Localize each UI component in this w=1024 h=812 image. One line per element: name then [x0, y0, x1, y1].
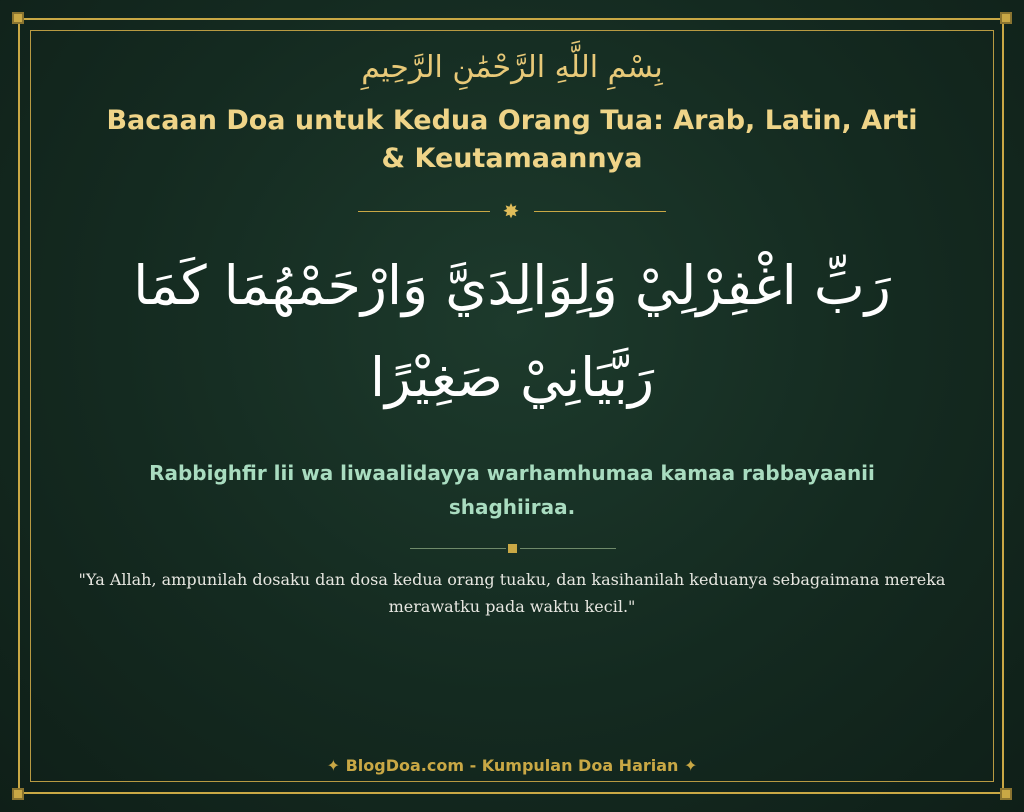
corner-ornament-bottom-right — [1000, 788, 1012, 800]
doa-arabic-text: رَبِّ اغْفِرْلِيْ وَلِوَالِدَيَّ وَارْحَمْهُمَا كَمَا رَبَّيَانِيْ صَغِيْرًا — [133, 254, 891, 409]
footer-credit: ✦ BlogDoa.com - Kumpulan Doa Harian ✦ — [326, 756, 698, 775]
square-ornament-icon — [508, 544, 517, 553]
divider-line-right — [534, 211, 666, 212]
doa-latin-text: Rabbighfir lii wa liwaalidayya warhamhumaa kamaa rabbayaanii shaghiiraa. — [149, 461, 875, 519]
corner-ornament-top-left — [12, 12, 24, 24]
page-title: Bacaan Doa untuk Kedua Orang Tua: Arab, Latin, Arti & Keutamaannya — [106, 105, 918, 174]
corner-ornament-bottom-left — [12, 788, 24, 800]
divider-line-left — [358, 211, 490, 212]
corner-ornament-top-right — [1000, 12, 1012, 24]
bismillah-heading: بِسْمِ اللَّهِ الرَّحْمَٰنِ الرَّحِيمِ — [361, 50, 663, 85]
title-divider — [358, 199, 666, 223]
section-divider — [410, 544, 616, 554]
divider-line-right — [520, 548, 616, 549]
doa-translation-text: "Ya Allah, ampunilah dosaku dan dosa kedua orang tuaku, dan kasihanilah keduanya sebagaimana mereka merawatku pada waktu kecil." — [78, 570, 946, 616]
star-ornament-icon: ✸ — [502, 199, 520, 223]
divider-line-left — [410, 548, 506, 549]
